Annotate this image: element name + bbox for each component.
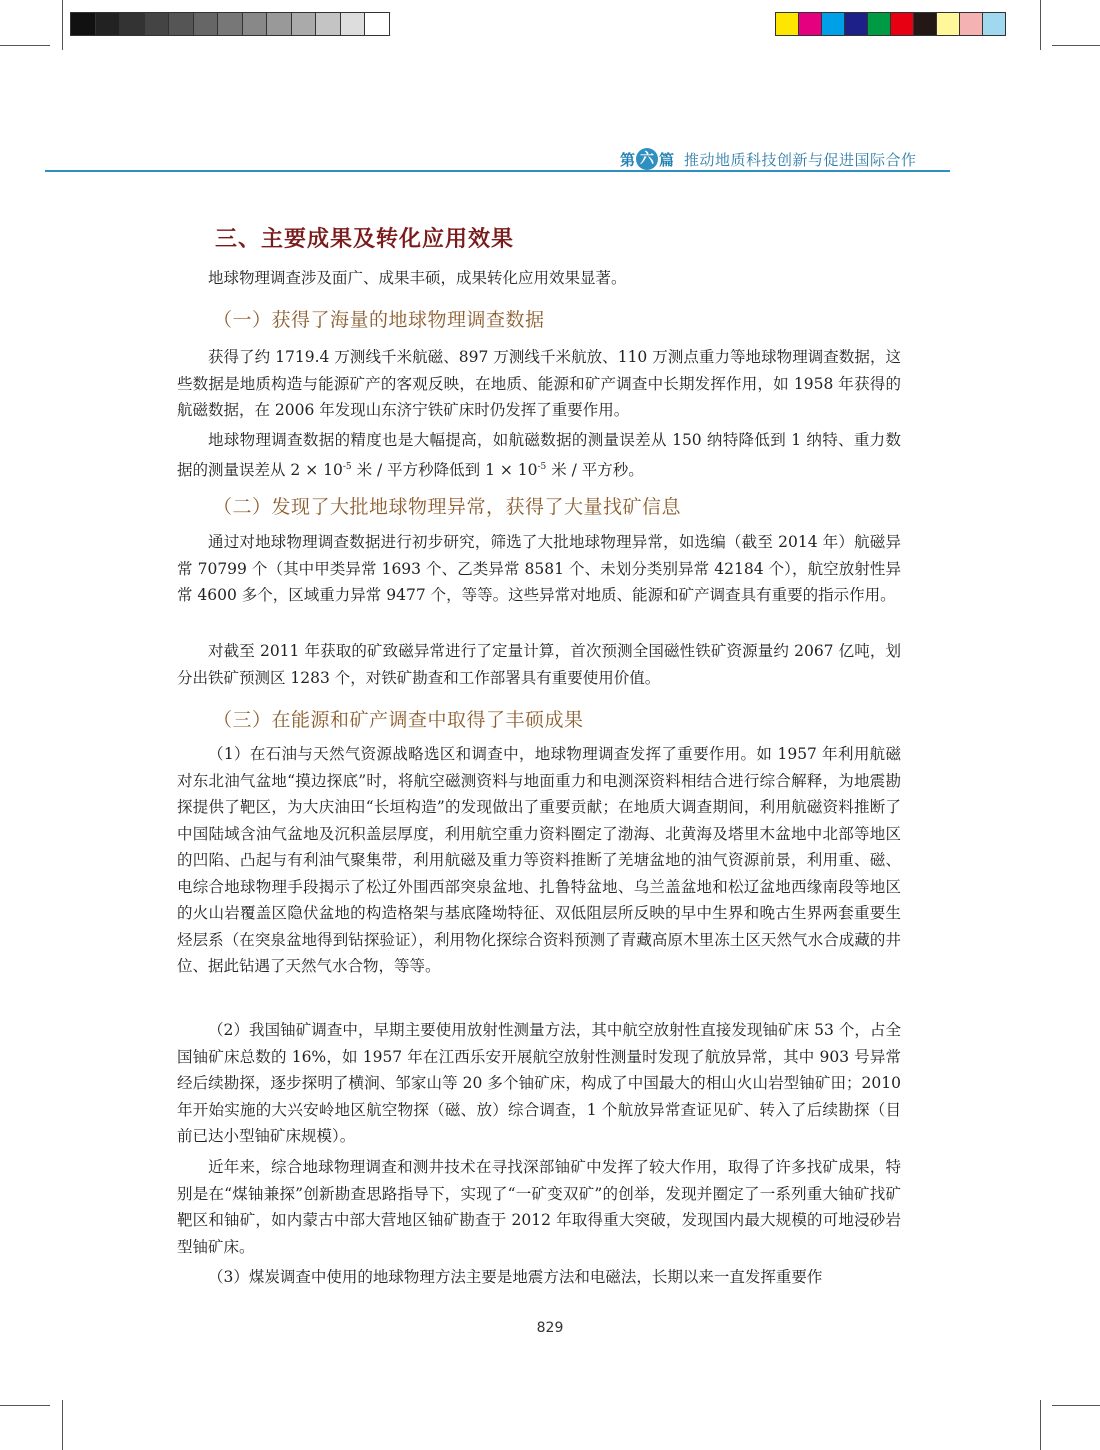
- color-swatch: [983, 13, 1005, 35]
- exponent-2: -5: [537, 461, 547, 472]
- crop-mark-tl-v: [62, 0, 63, 50]
- crop-mark-bl-h: [0, 1405, 50, 1406]
- color-swatch: [822, 13, 845, 35]
- crop-mark-br-v: [1040, 1400, 1041, 1450]
- exponent-1: -5: [342, 461, 352, 472]
- paragraph-coal: （3）煤炭调查中使用的地球物理方法主要是地震方法和电磁法，长期以来一直发挥重要作: [208, 1268, 823, 1286]
- color-swatch: [914, 13, 937, 35]
- precision-text-c: 米 / 平方秒。: [546, 460, 644, 479]
- crop-mark-tr-h: [1052, 45, 1100, 46]
- precision-text-a: 地球物理调查数据的精度也是大幅提高，如航磁数据的测量误差从 150 纳特降低到 1 纳特、重力数据的测量误差从 2 × 10: [177, 431, 901, 479]
- color-swatch: [937, 13, 960, 35]
- grayscale-swatch: [71, 13, 96, 35]
- paragraph-data-precision: [177, 427, 901, 483]
- paragraph-anomalies: 通过对地球物理调查数据进行初步研究，筛选了大批地球物理异常，如选编（截至 2014 年）航磁异常 70799 个（其中甲类异常 1693 个、乙类异常 8581 个、未划分类别异常 42184 个），航空放射性异常 4600 多个，区域重力异常 9477 个，等等。这些异常对地质、能源和矿产调查具有重要的指示作用。: [177, 533, 901, 604]
- subsection-title-2: （二）发现了大批地球物理异常，获得了大量找矿信息: [213, 496, 682, 518]
- grayscale-swatch: [267, 13, 292, 35]
- paragraph-oil-gas: （1）在石油与天然气资源战略选区和调查中，地球物理调查发挥了重要作用。如 1957 年利用航磁对东北油气盆地“摸边探底”时，将航空磁测资料与地面重力和电测深资料相结合进行综合解释，为地震勘探提供了靶区，为大庆油田“长垣构造”的发现做出了重要贡献；在地质大调查期间，利用航磁资料推断了中国陆域含油气盆地及沉积盖层厚度，利用航空重力资料圈定了渤海、北黄海及塔里木盆地中北部等地区的凹陷、凸起与有利油气聚集带，利用航磁及重力等资料推断了羌塘盆地的油气资源前景，利用重、磁、电综合地球物理手段揭示了松辽外围西部突泉盆地、扎鲁特盆地、乌兰盖盆地和松辽盆地西缘南段等地区的火山岩覆盖区隐伏盆地的构造格架与基底隆坳特征、双低阻层所反映的早中生界和晚古生界两套重要生烃层系（在突泉盆地得到钻探验证），利用物化探综合资料预测了青藏高原木里冻土区天然气水合成藏的井位、据此钻遇了天然气水合物，等等。: [177, 745, 901, 975]
- paragraph-data-volume: 获得了约 1719.4 万测线千米航磁、897 万测线千米航放、110 万测点重力等地球物理调查数据，这些数据是地质构造与能源矿产的客观反映，在地质、能源和矿产调查中长期发挥作用，如 1958 年获得的航磁数据，在 2006 年发现山东济宁铁矿床时仍发挥了重要作用。: [177, 348, 901, 419]
- crop-mark-tr-v: [1040, 0, 1041, 50]
- subsection-title-3: （三）在能源和矿产调查中取得了丰硕成果: [213, 709, 584, 731]
- crop-mark-br-h: [1052, 1405, 1100, 1406]
- grayscale-swatch: [96, 13, 121, 35]
- color-swatch: [776, 13, 799, 35]
- grayscale-swatch: [243, 13, 268, 35]
- color-swatch: [960, 13, 983, 35]
- grayscale-swatch: [341, 13, 366, 35]
- chapter-prefix: 第: [620, 150, 636, 169]
- paragraph-deep-uranium: 近年来，综合地球物理调查和测井技术在寻找深部铀矿中发挥了较大作用，取得了许多找矿成果，特别是在“煤铀兼探”创新勘查思路指导下，实现了“一矿变双矿”的创举，发现并圈定了一系列重大铀矿找矿靶区和铀矿，如内蒙古中部大营地区铀矿勘查于 2012 年取得重大突破，发现国内最大规模的可地浸砂岩型铀矿床。: [177, 1158, 901, 1256]
- section-title: 三、主要成果及转化应用效果: [215, 227, 515, 252]
- precision-text-b: 米 / 平方秒降低到 1 × 10: [351, 460, 538, 479]
- part-title: 推动地质科技创新与促进国际合作: [684, 150, 917, 169]
- color-swatch: [799, 13, 822, 35]
- grayscale-swatch: [365, 13, 389, 35]
- color-swatch: [868, 13, 891, 35]
- grayscale-calibration-bar: [70, 12, 390, 36]
- paragraph-uranium: （2）我国铀矿调查中，早期主要使用放射性测量方法，其中航空放射性直接发现铀矿床 53 个，占全国铀矿床总数的 16%，如 1957 年在江西乐安开展航空放射性测量时发现了航放异常，其中 903 号异常经后续勘探，逐步探明了横涧、邹家山等 20 多个铀矿床，构成了中国最大的相山火山岩型铀矿田；2010 年开始实施的大兴安岭地区航空物探（磁、放）综合调查，1 个航放异常查证见矿、转入了后续勘探（目前已达小型铀矿床规模）。: [177, 1021, 901, 1145]
- chapter-suffix: 篇: [659, 150, 675, 169]
- subsection-title-1: （一）获得了海量的地球物理调查数据: [213, 309, 545, 331]
- crop-mark-tl-h: [0, 45, 50, 46]
- color-calibration-bar: [775, 12, 1006, 36]
- running-header: [620, 148, 950, 170]
- paragraph-iron-prediction: 对截至 2011 年获取的矿致磁异常进行了定量计算，首次预测全国磁性铁矿资源量约 2067 亿吨，划分出铁矿预测区 1283 个，对铁矿勘查和工作部署具有重要使用价值。: [177, 642, 901, 687]
- grayscale-swatch: [316, 13, 341, 35]
- crop-mark-bl-v: [62, 1400, 63, 1450]
- page-number: 829: [536, 1320, 564, 1336]
- grayscale-swatch: [169, 13, 194, 35]
- grayscale-swatch: [145, 13, 170, 35]
- grayscale-swatch: [292, 13, 317, 35]
- intro-paragraph: 地球物理调查涉及面广、成果丰硕，成果转化应用效果显著。: [208, 269, 627, 287]
- grayscale-swatch: [218, 13, 243, 35]
- grayscale-swatch: [120, 13, 145, 35]
- color-swatch: [845, 13, 868, 35]
- color-swatch: [891, 13, 914, 35]
- chapter-number-badge: 六: [636, 148, 658, 170]
- header-rule: [45, 170, 950, 172]
- grayscale-swatch: [194, 13, 219, 35]
